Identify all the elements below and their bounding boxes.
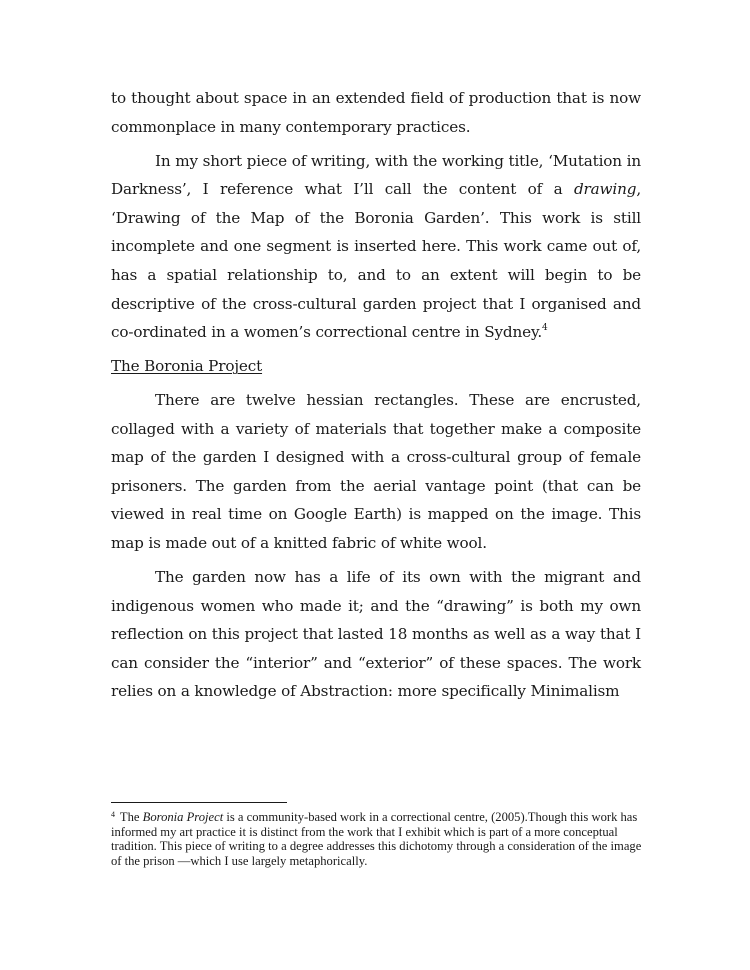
paragraph-garden-life: The garden now has a life of its own with the migrant and indigenous women who made it; and the “drawing” is both my own reflection on this project that lasted 18 months as well as a way that I can consider the “interior” and “exterior” of these spaces. The work relies on a knowledge of Abstraction: more specifically Minimalism [111,568,641,701]
paragraph-text: , ‘Drawing of the Map of the Boronia Garden’. This work is still incomplete and one segment is inserted here. This work came out of, has a spatial relationship to, and to an extent will begin to be descriptive of the cross-cultural garden project that I organised and co-ordinated in a women’s correctional centre in Sydney. [111,180,641,342]
footnote-italic-title: Boronia Project [142,810,224,824]
footnote-reference[interactable]: 4 [542,323,548,334]
paragraph-continuation: to thought about space in an extended field of production that is now commonplace in many contemporary practices. [111,89,641,136]
footnote-text: is a community-based work in a correctional centre, (2005).Though this work has informed my art practice it is distinct from the work that I exhibit which is part of a more conceptual tradition. This piece of writing to a degree addresses this dichotomy through a consideration of the image of the prison —which I use largely metaphorically. [111,810,642,868]
paragraph-text: In my short piece of writing, with the working title, ‘Mutation in Darkness’, I reference what I’ll call the content of a [111,151,641,199]
footnote-number: 4 [111,810,115,819]
section-heading: The Boronia Project [111,357,263,376]
paragraph-mutation-in-darkness [111,147,641,347]
footnote-separator [111,802,287,803]
footnote [111,810,651,868]
body-text [111,84,641,711]
footnote-text: The [117,810,143,824]
italic-drawing: drawing [573,180,637,199]
paragraph-hessian-rectangles: There are twelve hessian rectangles. These are encrusted, collaged with a variety of materials that together make a composite map of the garden I designed with a cross-cultural group of female prisoners. The garden from the aerial vantage point (that can be viewed in real time on Google Earth) is mapped on the image. This map is made out of a knitted fabric of white wool. [111,390,641,552]
